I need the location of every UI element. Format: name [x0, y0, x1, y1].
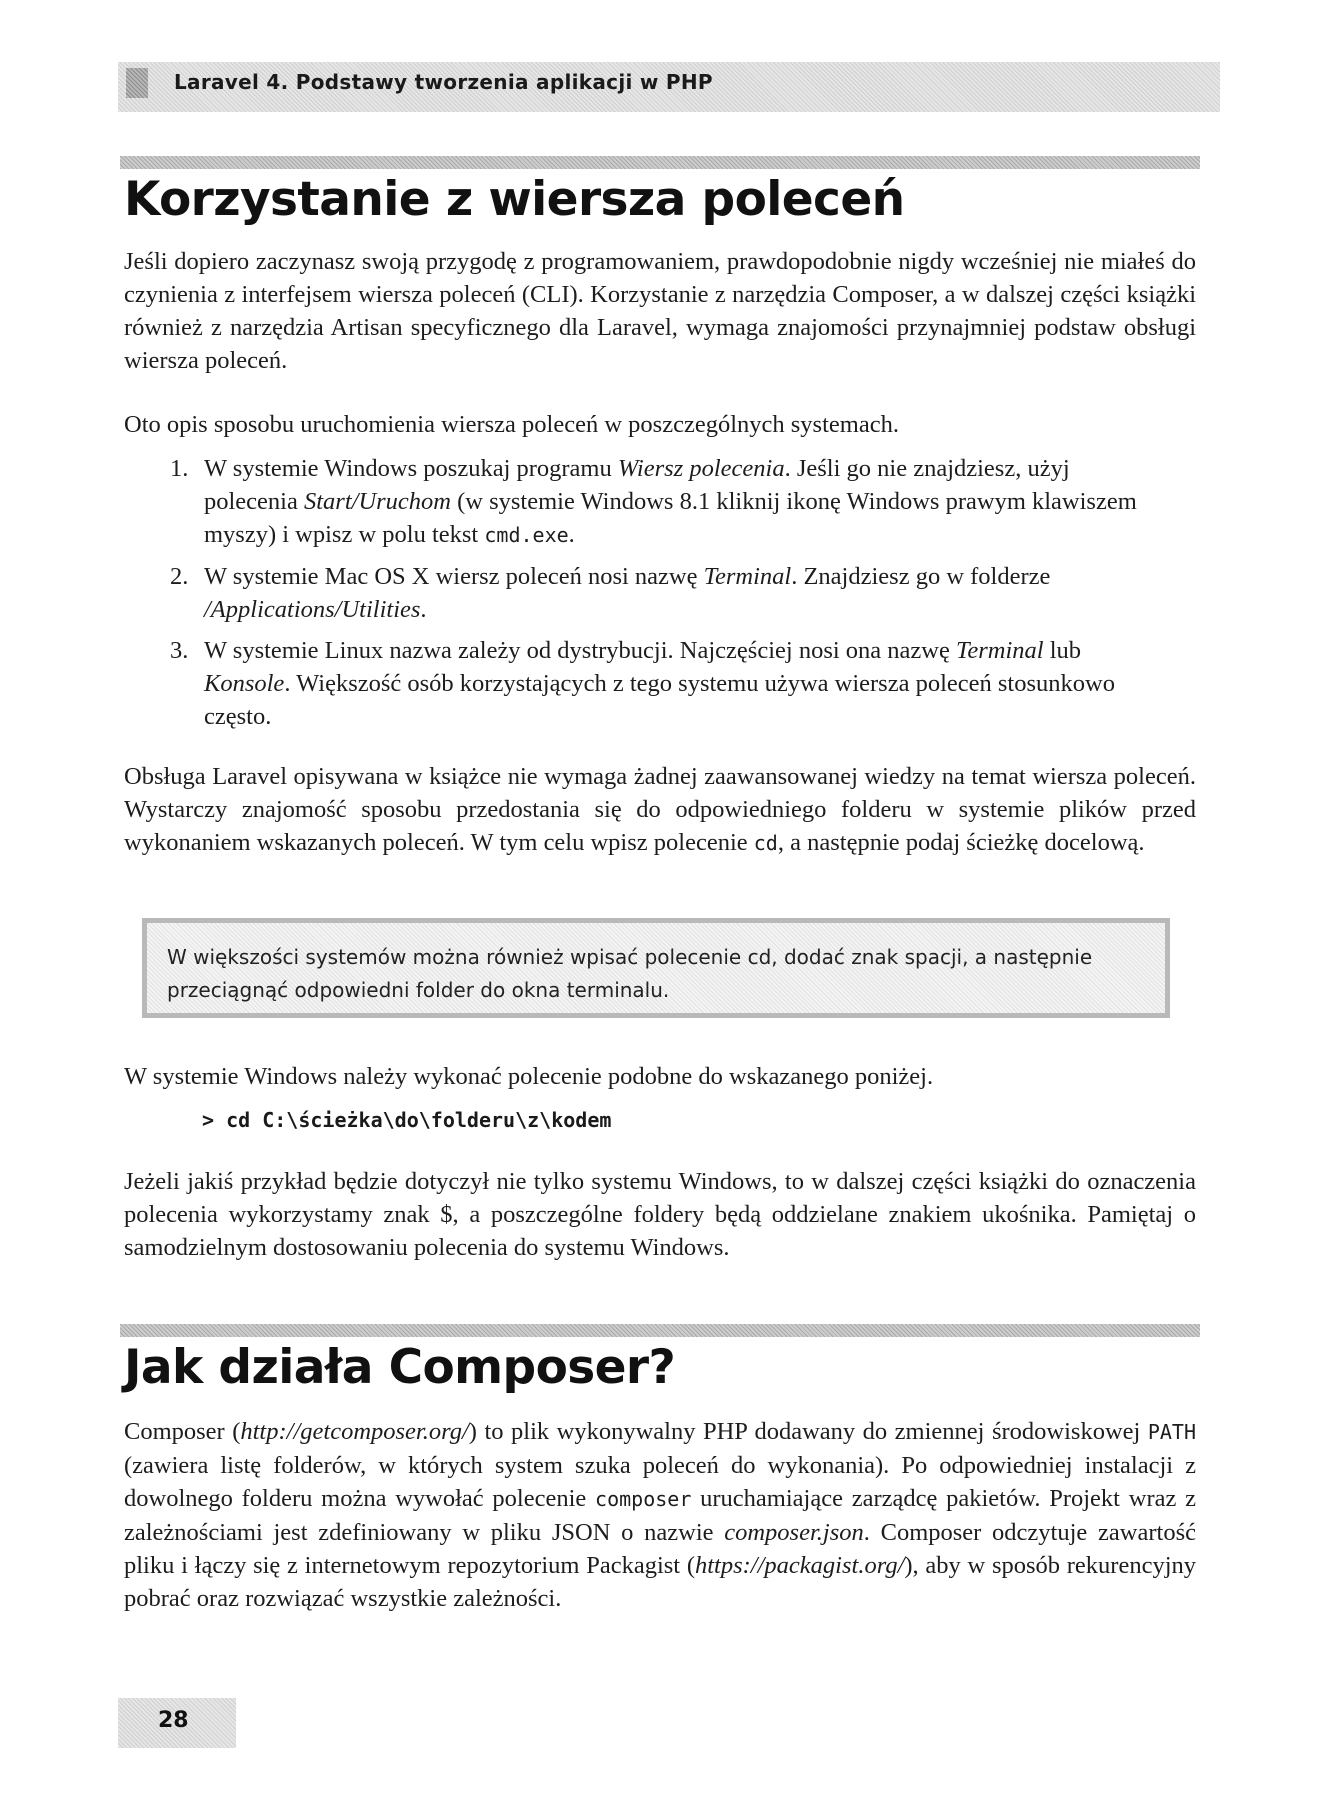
- tip-text: W większości systemów można również wpisać polecenie cd, dodać znak spacji, a następnie przeciągnąć odpowiedni folder do okna terminalu.: [167, 945, 1093, 1002]
- paragraph-text: uruchamiające zarządcę pakietów. Projekt wraz z zależnościami jest zdefiniowany w pliku JSON o nazwie: [124, 1485, 1196, 1546]
- list-text: . Większość osób korzystających z tego systemu używa wiersza poleceń stosunkowo często.: [204, 670, 1115, 730]
- list-item: [170, 634, 1160, 733]
- paragraph: Jeśli dopiero zaczynasz swoją przygodę z programowaniem, prawdopodobnie nigdy wcześniej nie miałeś do czynienia z interfejsem wiersza poleceń (CLI). Korzystanie z narzędzia Composer, a w dalszej części książki również z narzędzia Artisan specyficznego dla Laravel, wymaga znajomości przynajmniej podstaw obsługi wiersza poleceń.: [124, 248, 1196, 374]
- paragraph-text: ) to plik wykonywalny PHP dodawany do zmiennej środowiskowej: [468, 1418, 1148, 1445]
- list-text: W systemie Windows poszukaj programu: [204, 455, 618, 482]
- paragraph-text: (zawiera listę folderów, w których system szuka poleceń do wykonania). Po odpowiedniej instalacji z dowolnego folderu można wywołać polecenie: [124, 1452, 1196, 1512]
- systems-list: [170, 452, 1160, 741]
- section-heading: Korzystanie z wiersza poleceń: [124, 172, 905, 227]
- section-heading: Jak działa Composer?: [124, 1340, 676, 1395]
- section-rule: [120, 156, 1200, 169]
- page-number: 28: [158, 1708, 189, 1733]
- paragraph-text: Composer (: [124, 1418, 241, 1445]
- list-text: .: [568, 521, 575, 548]
- inline-code: cmd.exe: [484, 523, 569, 547]
- section-rule: [120, 1324, 1200, 1337]
- tip-box: [142, 918, 1170, 1018]
- header-marker: [126, 68, 148, 98]
- running-header: [118, 62, 1220, 112]
- list-emphasis: Konsole: [204, 670, 285, 697]
- paragraph-text: . Composer odczytuje zawartość pliku i łączy się z internetowym repozytorium Packagist (: [124, 1519, 1196, 1579]
- command-example: > cd C:\ścieżka\do\folderu\z\kodem: [202, 1108, 612, 1132]
- list-text: . Znajdziesz go w folderze: [791, 563, 1051, 590]
- list-text: (w systemie Windows 8.1 kliknij ikonę Windows prawym klawiszem myszy) i wpisz w polu tekst: [204, 488, 1137, 548]
- inline-code: cd: [753, 831, 778, 855]
- paragraph-text: Obsługa Laravel opisywana w książce nie wymaga żadnej zaawansowanej wiedzy na temat wiersza poleceń. Wystarczy znajomość sposobu przedostania się do odpowiedniego folderu w systemie plików przed wykonaniem wskazanych poleceń. W tym celu wpisz polecenie: [124, 763, 1196, 856]
- paragraph-text: ), aby w sposób rekurencyjny pobrać oraz rozwiązać wszystkie zależności.: [124, 1552, 1197, 1612]
- url-link[interactable]: https://packagist.org/: [695, 1552, 905, 1579]
- list-text: W systemie Linux nazwa zależy od dystrybucji. Najczęściej nosi ona nazwę: [204, 637, 956, 664]
- list-text: W systemie Mac OS X wiersz poleceń nosi nazwę: [204, 563, 704, 590]
- list-emphasis: Terminal: [703, 563, 792, 590]
- list-text: .: [420, 596, 427, 623]
- list-emphasis: Terminal: [955, 637, 1044, 664]
- list-emphasis: Start/Uruchom: [304, 488, 451, 515]
- list-text: . Jeśli go nie znajdziesz, użyj polecenia: [204, 455, 1070, 515]
- list-emphasis: Wiersz polecenia: [617, 455, 785, 482]
- paragraph: [124, 1415, 1196, 1615]
- list-emphasis: /Applications/Utilities: [204, 596, 421, 623]
- inline-code: PATH: [1147, 1420, 1196, 1444]
- paragraph: Oto opis sposobu uruchomienia wiersza poleceń w poszczególnych systemach.: [124, 411, 899, 438]
- list-item: [170, 452, 1160, 552]
- list-number: 2.: [170, 563, 189, 590]
- file-name: composer.json: [724, 1519, 864, 1546]
- list-number: 3.: [170, 637, 189, 664]
- inline-code: composer: [595, 1487, 692, 1511]
- paragraph: W systemie Windows należy wykonać polecenie podobne do wskazanego poniżej.: [124, 1063, 934, 1090]
- list-item: [170, 560, 1160, 626]
- paragraph-text: , a następnie podaj ścieżkę docelową.: [777, 829, 1145, 856]
- list-text: lub: [1043, 637, 1082, 664]
- list-number: 1.: [170, 455, 189, 482]
- running-header-title: Laravel 4. Podstawy tworzenia aplikacji w PHP: [174, 70, 713, 94]
- paragraph: Jeżeli jakiś przykład będzie dotyczył nie tylko systemu Windows, to w dalszej części książki do oznaczenia polecenia wykorzystamy znak $, a poszczególne foldery będą oddzielane znakiem ukośnika. Pamiętaj o samodzielnym dostosowaniu polecenia do systemu Windows.: [124, 1168, 1196, 1261]
- url-link[interactable]: http://getcomposer.org/: [240, 1418, 469, 1445]
- paragraph: [124, 760, 1196, 860]
- page-number-box: [118, 1698, 236, 1748]
